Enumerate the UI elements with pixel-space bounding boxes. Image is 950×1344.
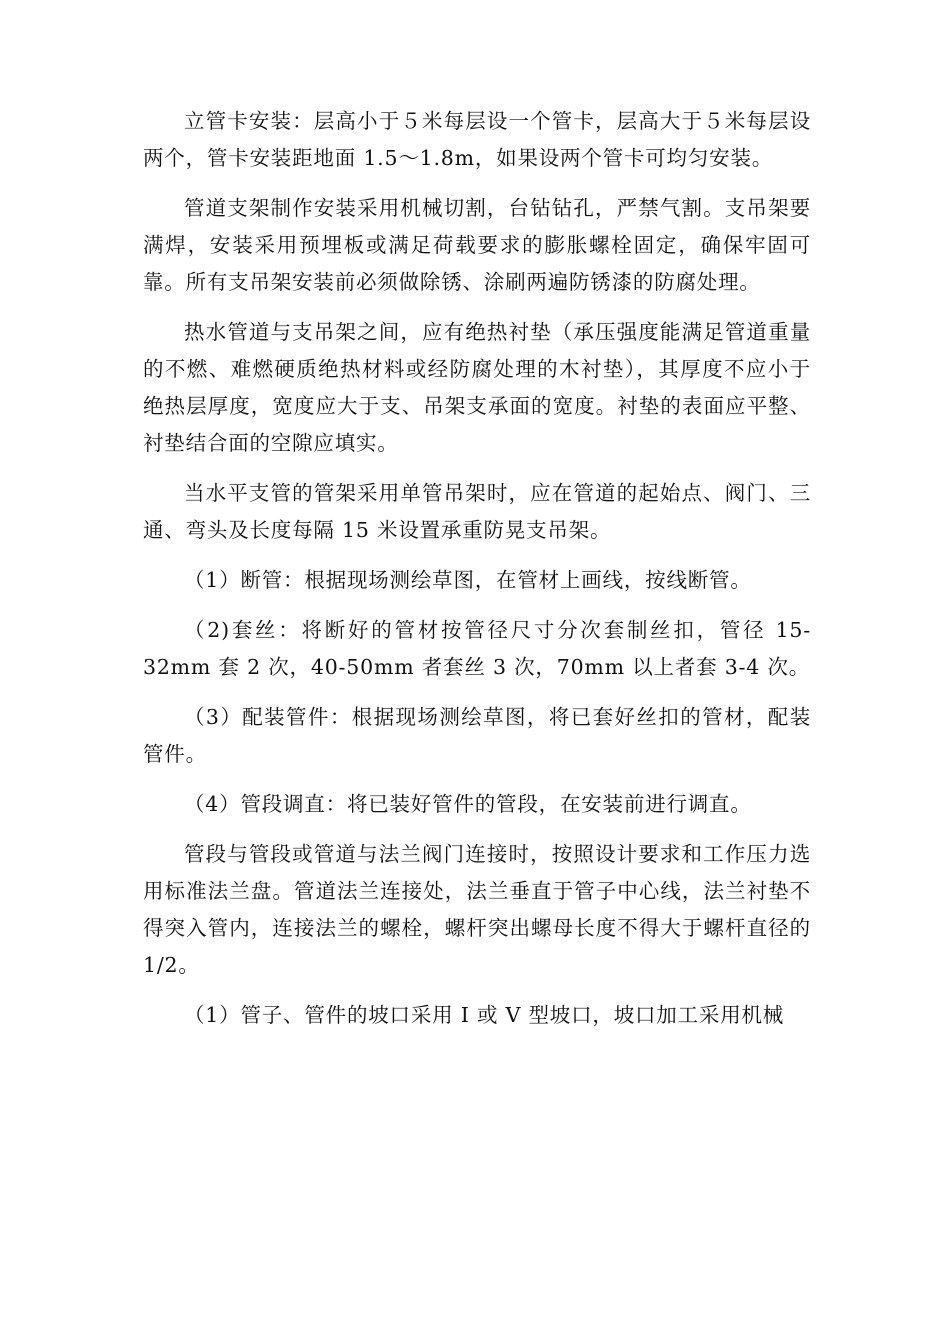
paragraph-step-threading: （2)套丝：将断好的管材按管径尺寸分次套制丝扣，管径 15-32mm 套 2 次，40-50mm 者套丝 3 次，70mm 以上者套 3-4 次。 — [143, 618, 811, 679]
paragraph-support-fabrication: 管道支架制作安装采用机械切割，台钻钻孔，严禁气割。支吊架要满焊，安装采用预埋板或满足荷载要求的膨胀螺栓固定，确保牢固可靠。所有支吊架安装前必须做除锈、涂刷两遍防锈漆的防腐处理。 — [143, 196, 811, 294]
paragraph-step-fittings: （3）配装管件：根据现场测绘草图，将已套好丝扣的管材，配装管件。 — [143, 705, 811, 766]
paragraph-riser-clamp: 立管卡安装：层高小于５米每层设一个管卡，层高大于５米每层设两个，管卡安装距地面 1.5～1.8m，如果设两个管卡可均匀安装。 — [143, 109, 811, 170]
paragraph-horizontal-branch: 当水平支管的管架采用单管吊架时，应在管道的起始点、阀门、三通、弯头及长度每隔 15 米设置承重防晃支吊架。 — [143, 481, 811, 542]
document-body — [143, 103, 811, 1047]
paragraph-flange-connection: 管段与管段或管道与法兰阀门连接时，按照设计要求和工作压力选用标准法兰盘。管道法兰连接处，法兰垂直于管子中心线，法兰衬垫不得突入管内，连接法兰的螺栓，螺杆突出螺母长度不得大于螺杆直径的 1/2。 — [143, 842, 811, 977]
paragraph-bevel: （1）管子、管件的坡口采用 I 或 V 型坡口，坡口加工采用机械 — [184, 1003, 785, 1027]
paragraph-insulation-pad: 热水管道与支吊架之间，应有绝热衬垫（承压强度能满足管道重量的不燃、难燃硬质绝热材料或经防腐处理的木衬垫），其厚度不应小于绝热层厚度，宽度应大于支、吊架支承面的宽度。衬垫的表面应平整、衬垫结合面的空隙应填实。 — [143, 320, 811, 455]
paragraph-step-straightening: （4）管段调直：将已装好管件的管段，在安装前进行调直。 — [184, 792, 752, 816]
paragraph-step-cutting: （1）断管：根据现场测绘草图，在管材上画线，按线断管。 — [184, 568, 752, 592]
